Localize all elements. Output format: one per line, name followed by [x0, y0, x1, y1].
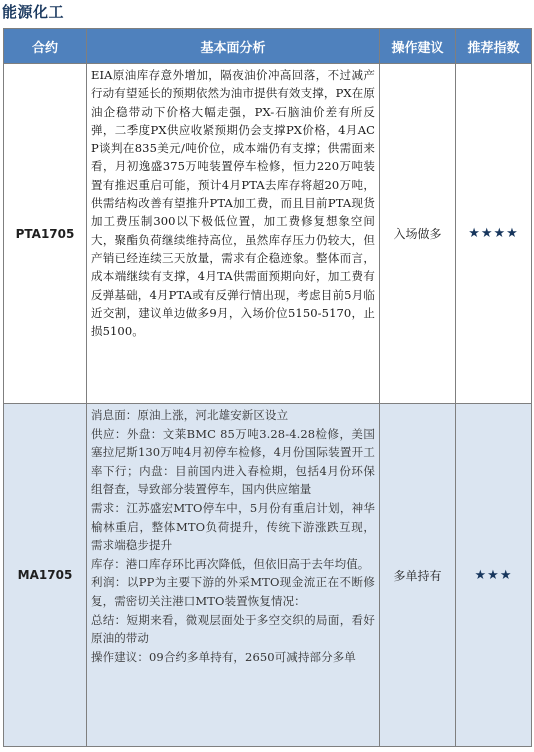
- header-stars: 推荐指数: [456, 29, 532, 64]
- rating-stars: ★★★: [456, 404, 532, 747]
- contract-cell: PTA1705: [4, 64, 87, 404]
- analysis-text: EIA原油库存意外增加，隔夜油价冲高回落，不过减产行动有望延长的预期依然为油市提供有效支撑，PX在原油企稳带动下价格大幅走强，PX-石脑油价差有所反弹，二季度PX供应收紧预期仍会支撑PX价格，4月ACP谈判在835美元/吨价位，成本端仍有支撑；供需面来看，月初逸盛375万吨装置停车检修，恒力220万吨装置有推迟重启可能，预计4月PTA去库存将超20万吨，供需结构改善有望推升PTA加工费，而且目前PTA现货加工费压制300以下极低位置，加工费修复想象空间大，聚酯负荷继续维持高位，虽然库存压力仍较大，但产销已经连续三天放量，需求有企稳迹象。整体而言，成本端继续有支撑，4月TA供需面预期向好，加工费有反弹基础，4月PTA或有反弹行情出现，考虑目前5月临近交割，建议单边做多9月，入场价位5150-5170，止损5100。: [91, 68, 375, 339]
- advice-cell: 入场做多: [380, 64, 456, 404]
- contract-cell: MA1705: [4, 404, 87, 747]
- analysis-line-demand: 需求：江苏盛宏MTO停车中，5月份有重启计划，神华榆林重启，整体MTO负荷提升，传统下游涨跌互现，需求端稳步提升: [91, 500, 375, 553]
- analysis-text: [87, 404, 379, 666]
- advice-cell: 多单持有: [380, 404, 456, 747]
- analysis-line-inventory: 库存：港口库存环比再次降低，但依旧高于去年均值。: [91, 556, 370, 571]
- rating-stars: ★★★★: [456, 64, 532, 404]
- table-header-row: [4, 29, 532, 64]
- table-row: [4, 404, 532, 747]
- analysis-cell: [87, 404, 380, 747]
- strategy-table: [3, 28, 532, 747]
- section-title: 能源化工: [2, 3, 65, 21]
- analysis-line-summary: 总结：短期来看，微观层面处于多空交织的局面，看好原油的带动: [91, 612, 375, 646]
- analysis-line-supply: 供应：外盘：文莱BMC 85万吨3.28-4.28检修，美国塞拉尼斯130万吨4月初停车检修，4月份国际装置开工率下行；内盘：目前国内进入春检期，包括4月份环保组督查，导致部分装置停车，国内供应缩量: [91, 426, 375, 497]
- analysis-cell: [87, 64, 380, 404]
- header-contract: 合约: [4, 29, 87, 64]
- header-advice: 操作建议: [380, 29, 456, 64]
- analysis-line-news: 消息面：原油上涨，河北雄安新区设立: [91, 408, 289, 422]
- header-analysis: 基本面分析: [87, 29, 380, 64]
- table-row: [4, 64, 532, 404]
- analysis-line-advice: 操作建议：09合约多单持有，2650可减持部分多单: [91, 649, 356, 664]
- analysis-line-profit: 利润：以PP为主要下游的外采MTO现金流正在不断修复，需密切关注港口MTO装置恢复情况：: [91, 575, 375, 608]
